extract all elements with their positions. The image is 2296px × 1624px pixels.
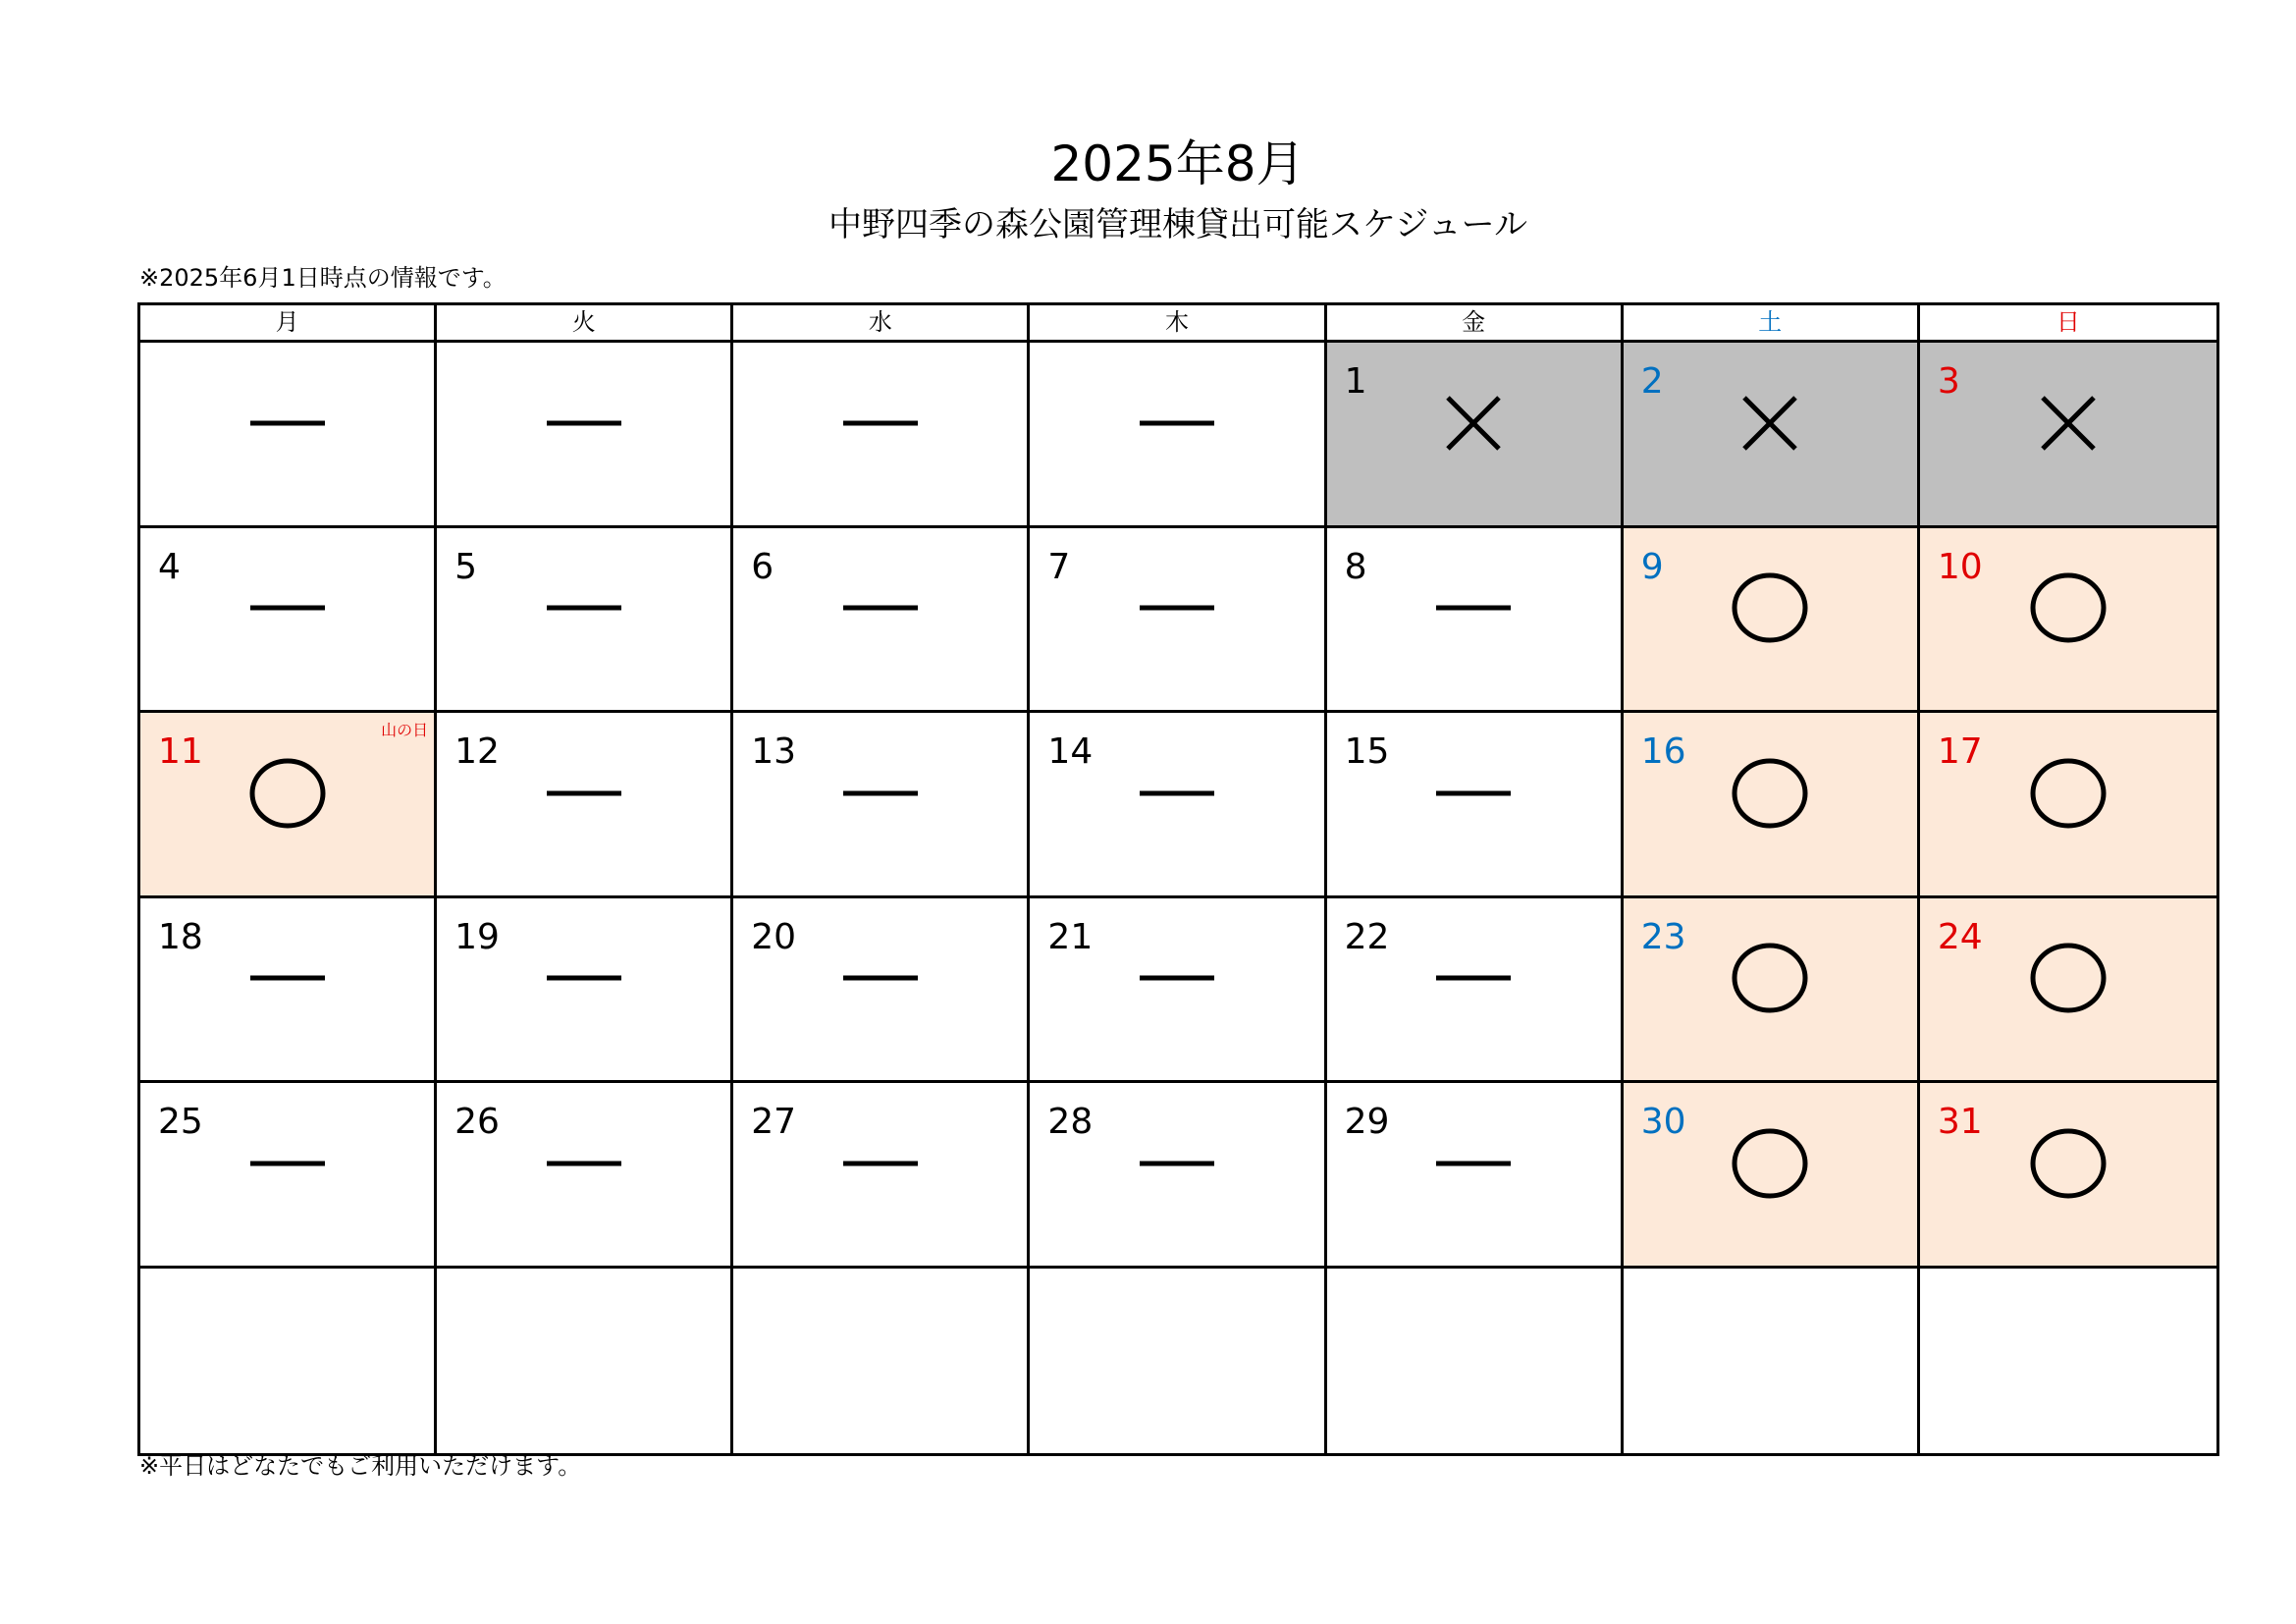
- calendar-day-cell: [1920, 343, 2216, 528]
- weekday-dash-icon: [841, 568, 920, 647]
- calendar-day-cell: [1327, 343, 1624, 528]
- calendar-day-cell: [1030, 1083, 1326, 1269]
- day-number: 31: [1937, 1102, 1983, 1142]
- weekday-dash-icon: [1434, 568, 1513, 647]
- calendar-day-cell: [1624, 528, 1920, 714]
- calendar-day-cell: [140, 898, 437, 1084]
- day-number: 25: [158, 1102, 203, 1142]
- weekday-dash-icon: [545, 568, 623, 647]
- calendar-day-cell: [1327, 1269, 1624, 1454]
- available-circle-icon: [2029, 568, 2108, 647]
- calendar-day-cell: [1030, 528, 1326, 714]
- calendar-day-cell: [1920, 528, 2216, 714]
- calendar-day-cell: [1624, 343, 1920, 528]
- calendar-day-cell: [733, 1269, 1030, 1454]
- unavailable-cross-icon: [1434, 384, 1513, 462]
- weekday-dash-icon: [1138, 384, 1216, 462]
- day-number: 21: [1047, 916, 1094, 957]
- day-number: 30: [1640, 1102, 1686, 1142]
- day-number: 26: [454, 1102, 500, 1142]
- calendar-day-cell: [1327, 528, 1624, 714]
- calendar-day-cell: [1030, 898, 1326, 1084]
- weekday-header-mon: 月: [140, 305, 437, 343]
- calendar-day-cell: [1327, 713, 1624, 898]
- day-number: 11: [158, 731, 203, 772]
- day-number: 3: [1937, 361, 1960, 402]
- day-number: 8: [1344, 546, 1367, 587]
- day-number: 17: [1937, 731, 1983, 772]
- info-date-note: ※2025年6月1日時点の情報です。: [139, 264, 507, 292]
- unavailable-cross-icon: [1731, 384, 1809, 462]
- day-number: 10: [1937, 546, 1983, 587]
- calendar-day-cell: [1030, 713, 1326, 898]
- day-number: 6: [751, 546, 774, 587]
- weekday-header-sun: 日: [1920, 305, 2216, 343]
- calendar-day-cell: [1920, 1083, 2216, 1269]
- day-number: 16: [1640, 731, 1686, 772]
- day-number: 4: [158, 546, 181, 587]
- weekday-dash-icon: [841, 384, 920, 462]
- day-number: 24: [1937, 916, 1983, 957]
- weekday-dash-icon: [248, 384, 327, 462]
- calendar-day-cell: [1920, 898, 2216, 1084]
- day-number: 1: [1344, 361, 1367, 402]
- weekday-header-wed: 水: [733, 305, 1030, 343]
- day-number: 13: [751, 731, 797, 772]
- day-number: 2: [1640, 361, 1664, 402]
- calendar-day-cell: [733, 343, 1030, 528]
- weekday-dash-icon: [545, 754, 623, 833]
- weekday-dash-icon: [841, 754, 920, 833]
- calendar-day-cell: [1030, 343, 1326, 528]
- calendar-day-cell: [437, 343, 733, 528]
- page-subtitle: 中野四季の森公園管理棟貸出可能スケジュール: [828, 205, 1527, 244]
- weekday-dash-icon: [841, 1124, 920, 1203]
- weekday-header-tue: 火: [437, 305, 733, 343]
- unavailable-cross-icon: [2029, 384, 2108, 462]
- calendar-day-cell: [140, 1083, 437, 1269]
- calendar-day-cell: [1624, 1269, 1920, 1454]
- weekday-dash-icon: [545, 384, 623, 462]
- day-number: 20: [751, 916, 797, 957]
- calendar-day-cell: [140, 713, 437, 898]
- calendar-grid: [137, 302, 2219, 1456]
- calendar-day-cell: [733, 528, 1030, 714]
- available-circle-icon: [2029, 754, 2108, 833]
- calendar-day-cell: [733, 1083, 1030, 1269]
- calendar-day-cell: [437, 528, 733, 714]
- calendar-day-cell: [1327, 1083, 1624, 1269]
- weekday-dash-icon: [1434, 1124, 1513, 1203]
- weekday-dash-icon: [841, 939, 920, 1017]
- calendar-day-cell: [437, 1269, 733, 1454]
- weekday-header-sat: 土: [1624, 305, 1920, 343]
- available-circle-icon: [1731, 754, 1809, 833]
- available-circle-icon: [2029, 939, 2108, 1017]
- calendar-day-cell: [1920, 1269, 2216, 1454]
- weekday-usage-note: ※平日はどなたでもご利用いただけます。: [139, 1452, 582, 1480]
- weekday-dash-icon: [248, 568, 327, 647]
- day-number: 9: [1640, 546, 1664, 587]
- calendar-day-cell: [140, 343, 437, 528]
- day-number: 12: [454, 731, 500, 772]
- day-number: 27: [751, 1102, 797, 1142]
- weekday-dash-icon: [545, 1124, 623, 1203]
- calendar-day-cell: [1624, 898, 1920, 1084]
- calendar-day-cell: [1030, 1269, 1326, 1454]
- weekday-dash-icon: [545, 939, 623, 1017]
- weekday-dash-icon: [248, 1124, 327, 1203]
- day-number: 29: [1344, 1102, 1390, 1142]
- available-circle-icon: [248, 754, 327, 833]
- available-circle-icon: [2029, 1124, 2108, 1203]
- calendar-day-cell: [437, 898, 733, 1084]
- calendar-day-cell: [1327, 898, 1624, 1084]
- calendar-day-cell: [1624, 1083, 1920, 1269]
- available-circle-icon: [1731, 1124, 1809, 1203]
- available-circle-icon: [1731, 568, 1809, 647]
- day-number: 23: [1640, 916, 1686, 957]
- weekday-dash-icon: [1138, 1124, 1216, 1203]
- weekday-dash-icon: [1434, 939, 1513, 1017]
- day-number: 5: [454, 546, 478, 587]
- holiday-label: 山の日: [381, 721, 429, 739]
- calendar-day-cell: [140, 1269, 437, 1454]
- calendar-day-cell: [1624, 713, 1920, 898]
- day-number: 28: [1047, 1102, 1094, 1142]
- day-number: 22: [1344, 916, 1390, 957]
- day-number: 19: [454, 916, 500, 957]
- weekday-header-thu: 木: [1030, 305, 1326, 343]
- calendar-day-cell: [437, 713, 733, 898]
- calendar-day-cell: [1920, 713, 2216, 898]
- calendar-day-cell: [733, 898, 1030, 1084]
- day-number: 14: [1047, 731, 1094, 772]
- calendar-day-cell: [733, 713, 1030, 898]
- day-number: 15: [1344, 731, 1390, 772]
- weekday-dash-icon: [1138, 939, 1216, 1017]
- calendar-day-cell: [437, 1083, 733, 1269]
- weekday-dash-icon: [1434, 754, 1513, 833]
- page-title: 2025年8月: [1050, 135, 1306, 192]
- day-number: 18: [158, 916, 203, 957]
- day-number: 7: [1047, 546, 1071, 587]
- weekday-header-fri: 金: [1327, 305, 1624, 343]
- weekday-dash-icon: [1138, 568, 1216, 647]
- available-circle-icon: [1731, 939, 1809, 1017]
- weekday-dash-icon: [248, 939, 327, 1017]
- calendar-day-cell: [140, 528, 437, 714]
- weekday-dash-icon: [1138, 754, 1216, 833]
